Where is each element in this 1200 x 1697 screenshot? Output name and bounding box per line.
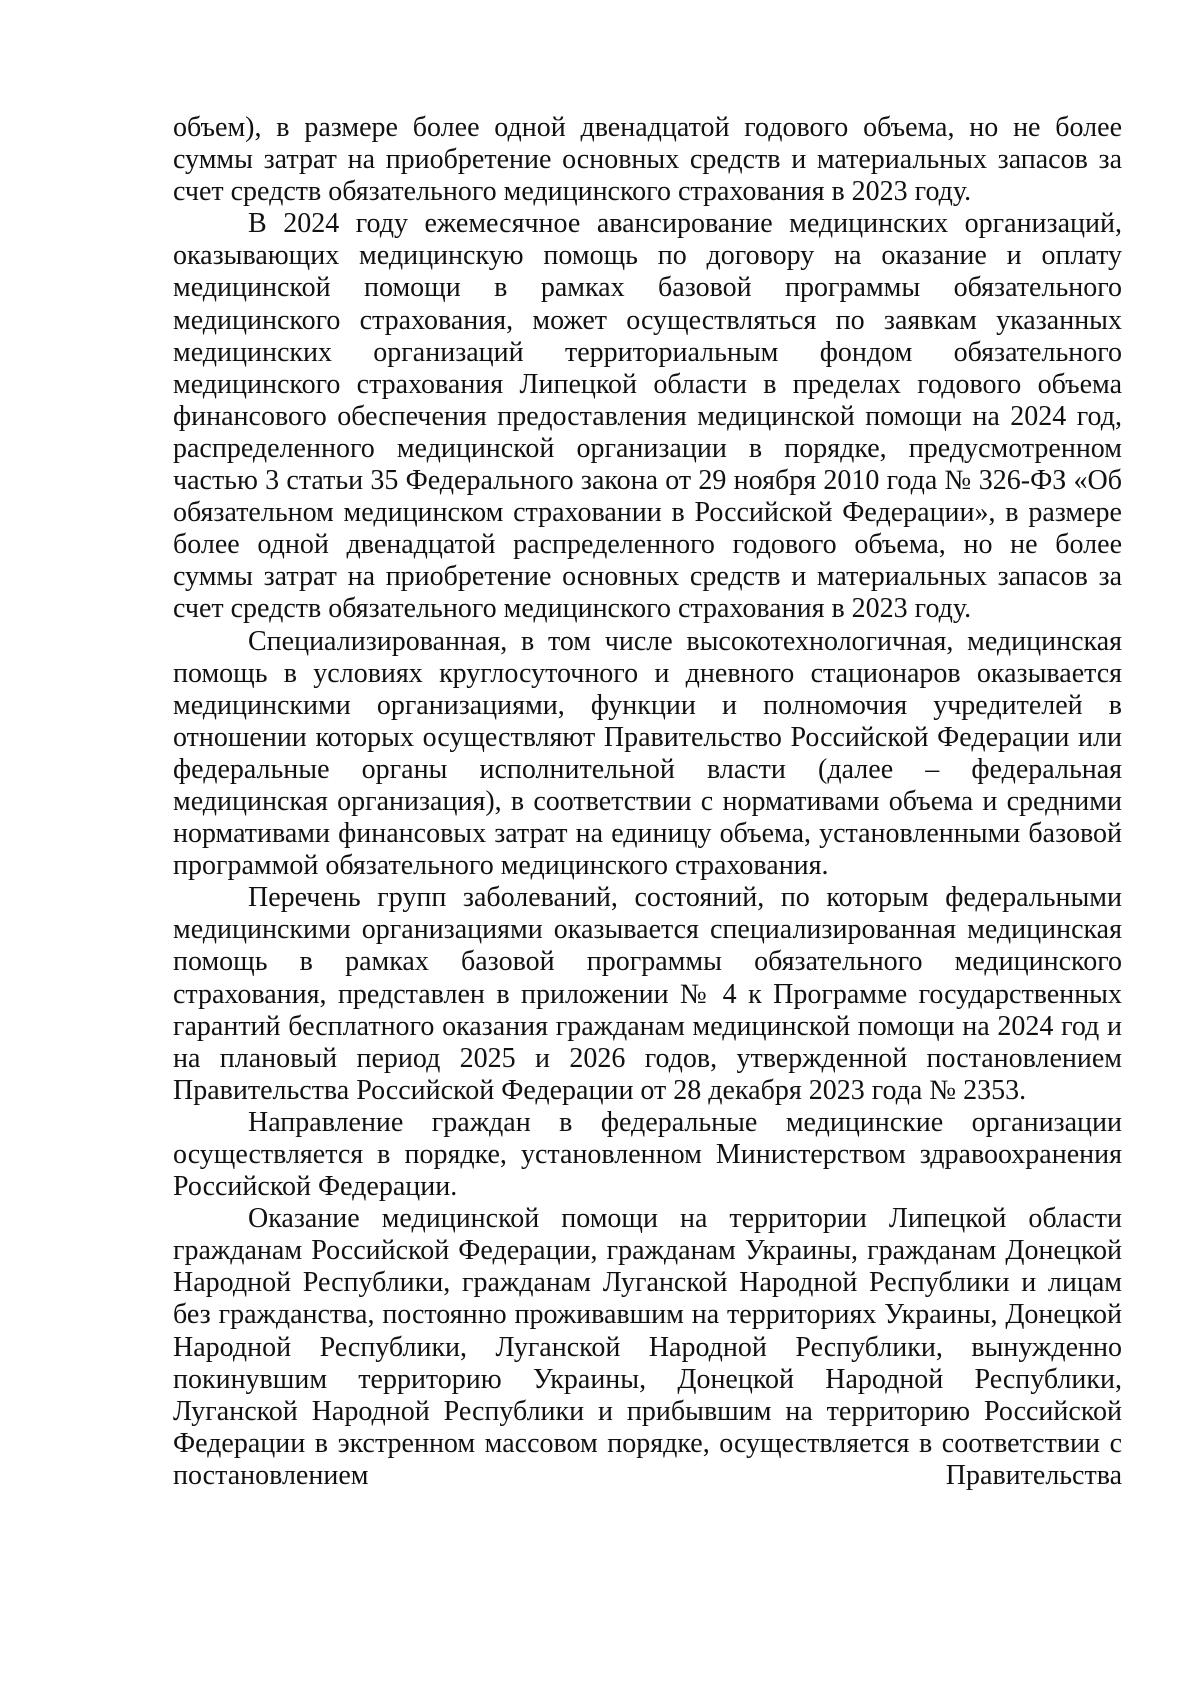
paragraph-care-for-displaced-citizens: Оказание медицинской помощи на территории Липецкой области гражданам Российской Федерации, гражданам Украины, гражданам Донецкой Народной Республики, гражданам Луганской Народной Республики и лицам без гражданства, постоянно проживавшим на территориях Украины, Донецкой Народной Республики, Луганской Народной Республики, вынужденно покинувшим территорию Украины, Донецкой Народной Республики, Луганской Народной Республики и прибывшим на территорию Российской Федерации в экстренном массовом порядке, осуществляется в соответствии с постановлением Правительства <box>173 1203 1122 1491</box>
paragraph-disease-groups-list: Перечень групп заболеваний, состояний, по которым федеральными медицинскими организациями оказывается специализированная медицинская помощь в рамках базовой программы обязательного медицинского страхования, представлен в приложении № 4 к Программе государственных гарантий бесплатного оказания гражданам медицинской помощи на 2024 год и на плановый период 2025 и 2026 годов, утвержденной постановлением Правительства Российской Федерации от 28 декабря 2023 года № 2353. <box>173 882 1122 1106</box>
document-page <box>173 112 1122 1492</box>
paragraph-continued: объем), в размере более одной двенадцатой годового объема, но не более суммы затрат на приобретение основных средств и материальных запасов за счет средств обязательного медицинского страхования в 2023 году. <box>173 112 1122 208</box>
paragraph-patient-referral: Направление граждан в федеральные медицинские организации осуществляется в порядке, установленном Министерством здравоохранения Российской Федерации. <box>173 1106 1122 1203</box>
paragraph-advance-payment-2024: В 2024 году ежемесячное авансирование медицинских организаций, оказывающих медицинскую помощь по договору на оказание и оплату медицинской помощи в рамках базовой программы обязательного медицинского страхования, может осуществляться по заявкам указанных медицинских организаций территориальным фондом обязательного медицинского страхования Липецкой области в пределах годового объема финансового обеспечения предоставления медицинской помощи на 2024 год, распределенного медицинской организации в порядке, предусмотренном частью 3 статьи 35 Федерального закона от 29 ноября 2010 года № 326-ФЗ «Об обязательном медицинском страховании в Российской Федерации», в размере более одной двенадцатой распределенного годового объема, но не более суммы затрат на приобретение основных средств и материальных запасов за счет средств обязательного медицинского страхования в 2023 году. <box>173 208 1122 625</box>
paragraph-specialized-care: Специализированная, в том числе высокотехнологичная, медицинская помощь в условиях круглосуточного и дневного стационаров оказывается медицинскими организациями, функции и полномочия учредителей в отношении которых осуществляют Правительство Российской Федерации или федеральные органы исполнительной власти (далее – федеральная медицинская организация), в соответствии с нормативами объема и средними нормативами финансовых затрат на единицу объема, установленными базовой программой обязательного медицинского страхования. <box>173 625 1122 882</box>
